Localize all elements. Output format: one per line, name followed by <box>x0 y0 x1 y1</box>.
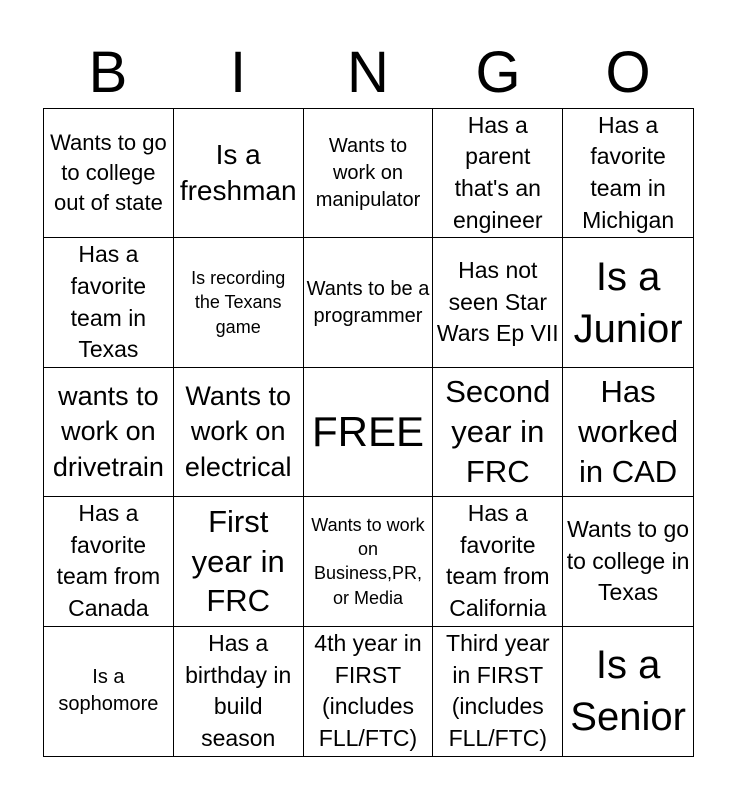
bingo-board <box>43 108 694 757</box>
cell-text: Is a Junior <box>573 254 683 351</box>
cell-text: First year in FRC <box>191 503 285 619</box>
bingo-cell[interactable] <box>563 238 693 367</box>
bingo-cell[interactable] <box>44 627 174 756</box>
bingo-cell[interactable] <box>44 238 174 367</box>
bingo-cell[interactable] <box>433 627 563 756</box>
bingo-header <box>43 38 693 108</box>
cell-text: Wants to work on manipulator <box>315 134 421 211</box>
bingo-cell[interactable] <box>304 627 434 756</box>
bingo-cell[interactable] <box>174 238 304 367</box>
cell-text: 4th year in FIRST (includes FLL/FTC) <box>314 629 422 752</box>
header-letter-i: I <box>229 40 247 105</box>
cell-text: Wants to work on electrical <box>184 381 292 482</box>
cell-text: Has not seen Star Wars Ep VII <box>436 256 559 347</box>
cell-text: Has a birthday in build season <box>185 629 292 752</box>
cell-text: Is a Senior <box>570 643 686 740</box>
bingo-cell[interactable] <box>563 497 693 626</box>
bingo-cell[interactable] <box>174 109 304 238</box>
cell-text: Has a favorite team from Canada <box>56 499 161 622</box>
bingo-cell[interactable] <box>433 368 563 497</box>
cell-text: Wants to go to college out of state <box>50 129 167 216</box>
bingo-cell[interactable] <box>44 368 174 497</box>
bingo-cell[interactable] <box>44 109 174 238</box>
cell-text: Wants to be a programmer <box>306 277 430 327</box>
cell-text: Has a favorite team from California <box>446 499 550 622</box>
cell-text: Has worked in CAD <box>578 374 679 489</box>
free-space: FREE <box>311 407 424 455</box>
bingo-cell[interactable] <box>433 109 563 238</box>
cell-text: Has a favorite team in Michigan <box>582 111 675 233</box>
bingo-cell[interactable] <box>304 238 434 367</box>
bingo-cell[interactable] <box>563 109 693 238</box>
header-letter-b: B <box>88 40 128 105</box>
bingo-cell[interactable] <box>44 497 174 626</box>
bingo-cell[interactable] <box>174 368 304 497</box>
bingo-cell[interactable] <box>174 627 304 756</box>
cell-text: Wants to work on Business,PR, or Media <box>311 514 425 608</box>
cell-text: Second year in FRC <box>445 374 551 489</box>
bingo-cell[interactable] <box>174 497 304 626</box>
cell-text: Has a parent that's an engineer <box>453 111 543 233</box>
header-letter-o: O <box>605 40 651 105</box>
cell-text: Has a favorite team in Texas <box>70 241 147 363</box>
header-letter-n: N <box>347 40 389 105</box>
bingo-cell[interactable] <box>563 627 693 756</box>
cell-text: Is recording the Texans game <box>191 268 286 337</box>
bingo-cell[interactable] <box>304 109 434 238</box>
cell-text: wants to work on drivetrain <box>52 381 164 482</box>
header-letter-g: G <box>475 40 521 105</box>
bingo-cell[interactable] <box>433 497 563 626</box>
cell-text: Is a sophomore <box>58 666 159 716</box>
bingo-cell[interactable] <box>304 368 434 497</box>
cell-text: Third year in FIRST (includes FLL/FTC) <box>446 629 550 752</box>
bingo-cell[interactable] <box>304 497 434 626</box>
cell-text: Wants to go to college in Texas <box>566 515 690 606</box>
cell-text: Is a freshman <box>179 138 297 207</box>
bingo-cell[interactable] <box>563 368 693 497</box>
bingo-cell[interactable] <box>433 238 563 367</box>
